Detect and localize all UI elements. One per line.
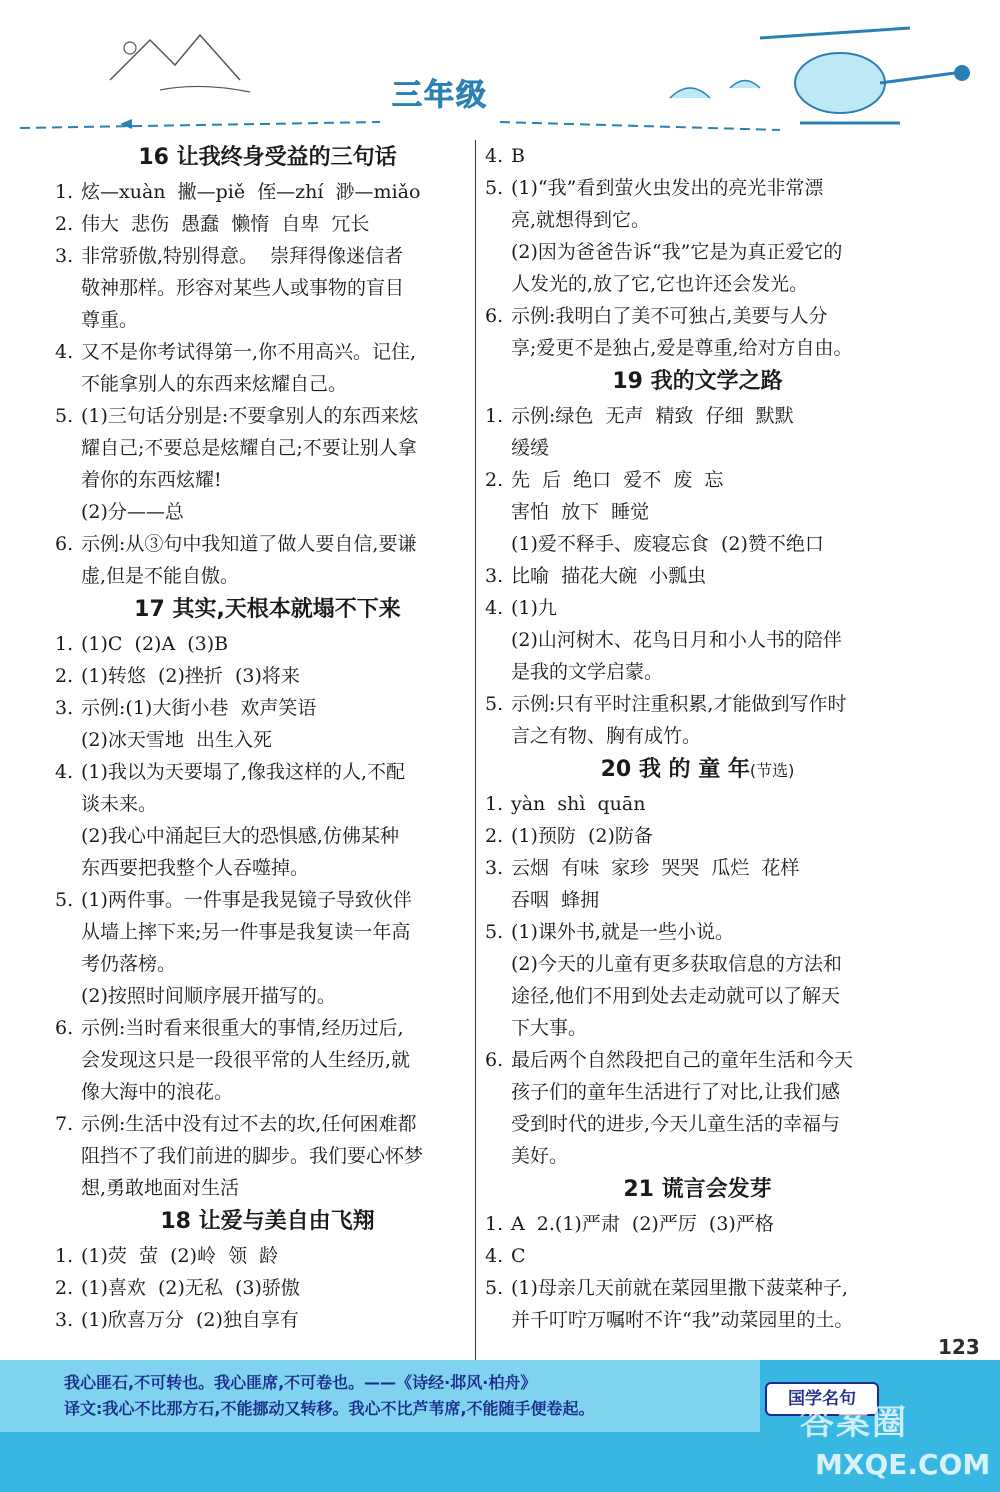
answer-line: 虚,但是不能自傲。 — [81, 565, 240, 587]
answer-line: 非常骄傲,特别得意。 崇拜得像迷信者 — [81, 245, 404, 267]
answer-number: 2. — [55, 213, 74, 235]
answer-body — [511, 560, 910, 592]
answer-line: 美好。 — [511, 1145, 569, 1167]
answer-number: 4. — [55, 761, 74, 783]
answer-number: 1. — [485, 793, 504, 815]
answer-item — [55, 176, 480, 208]
section-title — [55, 140, 480, 176]
answer-body — [511, 788, 910, 820]
answer-line: 示例:我明白了美不可独占,美要与人分 — [511, 305, 828, 327]
answer-item — [55, 756, 480, 884]
answer-item — [55, 528, 480, 592]
answer-item — [485, 300, 910, 364]
answer-line: 是我的文学启蒙。 — [511, 661, 664, 683]
answer-body — [511, 852, 910, 916]
answer-line: 人发光的,放了它,它也许还会发光。 — [511, 273, 809, 295]
answer-number: 6. — [485, 1049, 504, 1071]
answer-body — [81, 1108, 480, 1204]
section-title-text: 17 其实,天根本就塌不下来 — [134, 597, 401, 622]
answer-body — [81, 176, 480, 208]
answer-line: 吞咽 蜂拥 — [511, 889, 600, 911]
answer-body — [511, 820, 910, 852]
answer-line: 不能拿别人的东西来炫耀自己。 — [81, 373, 348, 395]
answer-item — [55, 1012, 480, 1108]
answer-line: 比喻 描花大碗 小瓢虫 — [511, 565, 707, 587]
answer-item — [485, 1272, 910, 1336]
answer-number: 7. — [55, 1113, 74, 1135]
answer-item — [485, 560, 910, 592]
answer-line: (1)两件事。一件事是我晃镜子导致伙伴 — [81, 889, 412, 911]
answer-line: (2)按照时间顺序展开描写的。 — [81, 985, 336, 1007]
answer-item — [485, 140, 910, 172]
page-header — [0, 0, 1000, 140]
answer-item — [485, 172, 910, 300]
answer-number: 4. — [485, 145, 504, 167]
answer-number: 5. — [485, 921, 504, 943]
answer-number: 1. — [485, 405, 504, 427]
answer-number: 3. — [55, 1309, 74, 1331]
answer-item — [485, 916, 910, 1044]
answer-body — [511, 592, 910, 688]
answer-line: 尊重。 — [81, 309, 139, 331]
answer-line: (1)喜欢 (2)无私 (3)骄傲 — [81, 1277, 300, 1299]
answer-item — [55, 336, 480, 400]
answer-line: 示例:绿色 无声 精致 仔细 默默 — [511, 405, 794, 427]
answer-body — [81, 1304, 480, 1336]
answer-item — [55, 1108, 480, 1204]
answer-line: 考仍落榜。 — [81, 953, 177, 975]
answer-line: (1)三句话分别是:不要拿别人的东西来炫 — [81, 405, 419, 427]
answer-number: 3. — [485, 565, 504, 587]
answer-body — [81, 240, 480, 336]
answer-number: 1. — [55, 1245, 74, 1267]
section-title-text: 20 我 的 童 年 — [600, 757, 750, 782]
section-title — [485, 364, 910, 400]
answer-item — [55, 692, 480, 756]
answer-line: 示例:只有平时注重积累,才能做到写作时 — [511, 693, 847, 715]
answer-item — [485, 788, 910, 820]
answer-body — [511, 1240, 910, 1272]
quote-line-2: 译文:我心不比那方石,不能挪动又转移。我心不比芦苇席,不能随手便卷起。 — [64, 1399, 595, 1418]
answer-line: yàn shì quān — [511, 793, 646, 815]
answer-number: 3. — [55, 697, 74, 719]
answer-number: 1. — [55, 633, 74, 655]
answer-item — [55, 884, 480, 1012]
answer-line: 耀自己;不要总是炫耀自己;不要让别人拿 — [81, 437, 417, 459]
answer-line: 想,勇敢地面对生活 — [81, 1177, 240, 1199]
answer-line: 又不是你考试得第一,你不用高兴。记住, — [81, 341, 417, 363]
answer-item — [485, 592, 910, 688]
watermark-logo: 答案圈 — [800, 1403, 908, 1443]
answer-item — [485, 852, 910, 916]
section-title — [485, 752, 910, 788]
answer-item — [485, 820, 910, 852]
answer-item — [55, 400, 480, 528]
answer-line: 示例:从③句中我知道了做人要自信,要谦 — [81, 533, 417, 555]
answer-body — [511, 464, 910, 560]
answer-number: 2. — [55, 665, 74, 687]
answer-body — [81, 208, 480, 240]
answer-number: 4. — [55, 341, 74, 363]
answer-item — [55, 1272, 480, 1304]
answer-line: 害怕 放下 睡觉 — [511, 501, 650, 523]
answer-body — [511, 400, 910, 464]
answer-line: (1)欣喜万分 (2)独自享有 — [81, 1309, 299, 1331]
section-title — [485, 1172, 910, 1208]
answer-line: (1)爱不释手、废寝忘食 (2)赞不绝口 — [511, 533, 824, 555]
answer-line: (2)冰天雪地 出生入死 — [81, 729, 272, 751]
section-title-text: 18 让爱与美自由飞翔 — [160, 1209, 375, 1234]
answer-item — [55, 1304, 480, 1336]
answer-line: 孩子们的童年生活进行了对比,让我们感 — [511, 1081, 841, 1103]
answer-line: 先 后 绝口 爱不 废 忘 — [511, 469, 724, 491]
answer-line: 伟大 悲伤 愚蠢 懒惰 自卑 冗长 — [81, 213, 370, 235]
answer-line: 像大海中的浪花。 — [81, 1081, 234, 1103]
answer-line: C — [511, 1245, 526, 1267]
answer-line: 缓缓 — [511, 437, 550, 459]
answer-number: 4. — [485, 1245, 504, 1267]
answer-line: (1)转悠 (2)挫折 (3)将来 — [81, 665, 300, 687]
answer-line: (1)“我”看到萤火虫发出的亮光非常漂 — [511, 177, 824, 199]
answer-line: 会发现这只是一段很平常的人生经历,就 — [81, 1049, 411, 1071]
answer-line: 从墙上摔下来;另一件事是我复读一年高 — [81, 921, 411, 943]
answer-line: 示例:(1)大街小巷 欢声笑语 — [81, 697, 317, 719]
answer-line: 下大事。 — [511, 1017, 588, 1039]
answer-body — [81, 756, 480, 884]
answer-body — [81, 1240, 480, 1272]
answer-number: 3. — [485, 857, 504, 879]
answer-number: 5. — [485, 693, 504, 715]
answer-line: (1)预防 (2)防备 — [511, 825, 653, 847]
answer-column-left — [55, 140, 480, 1336]
answer-item — [485, 464, 910, 560]
answer-line: 云烟 有味 家珍 哭哭 瓜烂 花样 — [511, 857, 800, 879]
answer-number: 5. — [485, 1277, 504, 1299]
section-title-text: 19 我的文学之路 — [612, 369, 783, 394]
section-title — [55, 592, 480, 628]
answer-line: (1)九 — [511, 597, 557, 619]
answer-item — [485, 1044, 910, 1172]
answer-number: 6. — [485, 305, 504, 327]
answer-item — [485, 688, 910, 752]
answer-number: 5. — [55, 889, 74, 911]
answer-body — [511, 1208, 910, 1240]
answer-line: 亮,就想得到它。 — [511, 209, 651, 231]
answer-body — [511, 1044, 910, 1172]
answer-line: 享;爱更不是独占,爱是尊重,给对方自由。 — [511, 337, 853, 359]
answer-body — [81, 336, 480, 400]
answer-line: (2)今天的儿童有更多获取信息的方法和 — [511, 953, 842, 975]
answer-item — [55, 1240, 480, 1272]
answer-number: 5. — [55, 405, 74, 427]
answer-body — [81, 400, 480, 528]
answer-item — [55, 628, 480, 660]
classic-quote — [64, 1370, 595, 1422]
answer-line: 谈未来。 — [81, 793, 158, 815]
answer-line: 阻挡不了我们前进的脚步。我们要心怀梦 — [81, 1145, 424, 1167]
answer-line: (1)荧 萤 (2)岭 领 龄 — [81, 1245, 279, 1267]
answer-body — [81, 884, 480, 1012]
answer-line: 受到时代的进步,今天儿童生活的幸福与 — [511, 1113, 841, 1135]
answer-number: 1. — [55, 181, 74, 203]
answer-item — [55, 240, 480, 336]
answer-line: (1)课外书,就是一些小说。 — [511, 921, 734, 943]
answer-line: 炫—xuàn 撇—piě 侄—zhí 渺—miǎo — [81, 181, 421, 203]
answer-number: 2. — [55, 1277, 74, 1299]
answer-line: (2)山河树木、花鸟日月和小人书的陪伴 — [511, 629, 842, 651]
grade-label: 三年级 — [392, 78, 488, 113]
answer-number: 2. — [485, 469, 504, 491]
answer-line: B — [511, 145, 525, 167]
answer-line: (2)因为爸爸告诉“我”它是为真正爱它的 — [511, 241, 843, 263]
mountain-illustration — [100, 20, 300, 100]
answer-line: (2)我心中涌起巨大的恐惧感,仿佛某种 — [81, 825, 399, 847]
helicopter-illustration — [650, 18, 980, 133]
answer-line: 东西要把我整个人吞噬掉。 — [81, 857, 310, 879]
answer-body — [511, 916, 910, 1044]
answer-line: 言之有物、胸有成竹。 — [511, 725, 702, 747]
answer-item — [55, 208, 480, 240]
answer-item — [485, 1208, 910, 1240]
answer-line: 敬神那样。形容对某些人或事物的盲目 — [81, 277, 405, 299]
answer-body — [511, 300, 910, 364]
answer-item — [485, 1240, 910, 1272]
answer-number: 6. — [55, 533, 74, 555]
answer-line: 示例:当时看来很重大的事情,经历过后, — [81, 1017, 404, 1039]
watermark-url: MXQE.COM — [815, 1448, 991, 1481]
answer-line: (1)母亲几天前就在菜园里撒下菠菜种子, — [511, 1277, 848, 1299]
answer-body — [511, 688, 910, 752]
answer-line: 最后两个自然段把自己的童年生活和今天 — [511, 1049, 854, 1071]
answer-line: (2)分——总 — [81, 501, 184, 523]
answer-body — [81, 528, 480, 592]
section-title-text: 16 让我终身受益的三句话 — [138, 145, 397, 170]
answer-number: 1. — [485, 1213, 504, 1235]
answer-item — [55, 660, 480, 692]
answer-body — [81, 1012, 480, 1108]
answer-number: 4. — [485, 597, 504, 619]
answer-number: 5. — [485, 177, 504, 199]
section-title-text: 21 谎言会发芽 — [623, 1177, 772, 1202]
answer-body — [81, 692, 480, 756]
answer-line: 途径,他们不用到处去走动就可以了解天 — [511, 985, 841, 1007]
answer-line: 并千叮咛万嘱咐不许“我”动菜园里的土。 — [511, 1309, 854, 1331]
quote-line-1: 我心匪石,不可转也。我心匪席,不可卷也。——《诗经·邶风·柏舟》 — [64, 1373, 537, 1392]
answer-line: (1)C (2)A (3)B — [81, 633, 229, 655]
answer-body — [81, 628, 480, 660]
answer-line: 示例:生活中没有过不去的坎,任何困难都 — [81, 1113, 417, 1135]
answer-body — [511, 1272, 910, 1336]
answer-number: 3. — [55, 245, 74, 267]
answer-line: A 2.(1)严肃 (2)严厉 (3)严格 — [511, 1213, 774, 1235]
page-number: 123 — [938, 1335, 980, 1359]
answer-number: 2. — [485, 825, 504, 847]
section-title-note: (节选) — [749, 761, 795, 780]
section-title — [55, 1204, 480, 1240]
answer-line: (1)我以为天要塌了,像我这样的人,不配 — [81, 761, 405, 783]
column-divider — [475, 140, 476, 1360]
answer-number: 6. — [55, 1017, 74, 1039]
answer-item — [485, 400, 910, 464]
answer-line: 着你的东西炫耀! — [81, 469, 222, 491]
footer-tag: 国学名句 — [765, 1382, 879, 1416]
answer-body — [81, 1272, 480, 1304]
answer-body — [81, 660, 480, 692]
answer-column-right — [485, 140, 910, 1336]
answer-body — [511, 172, 910, 300]
answer-body — [511, 140, 910, 172]
